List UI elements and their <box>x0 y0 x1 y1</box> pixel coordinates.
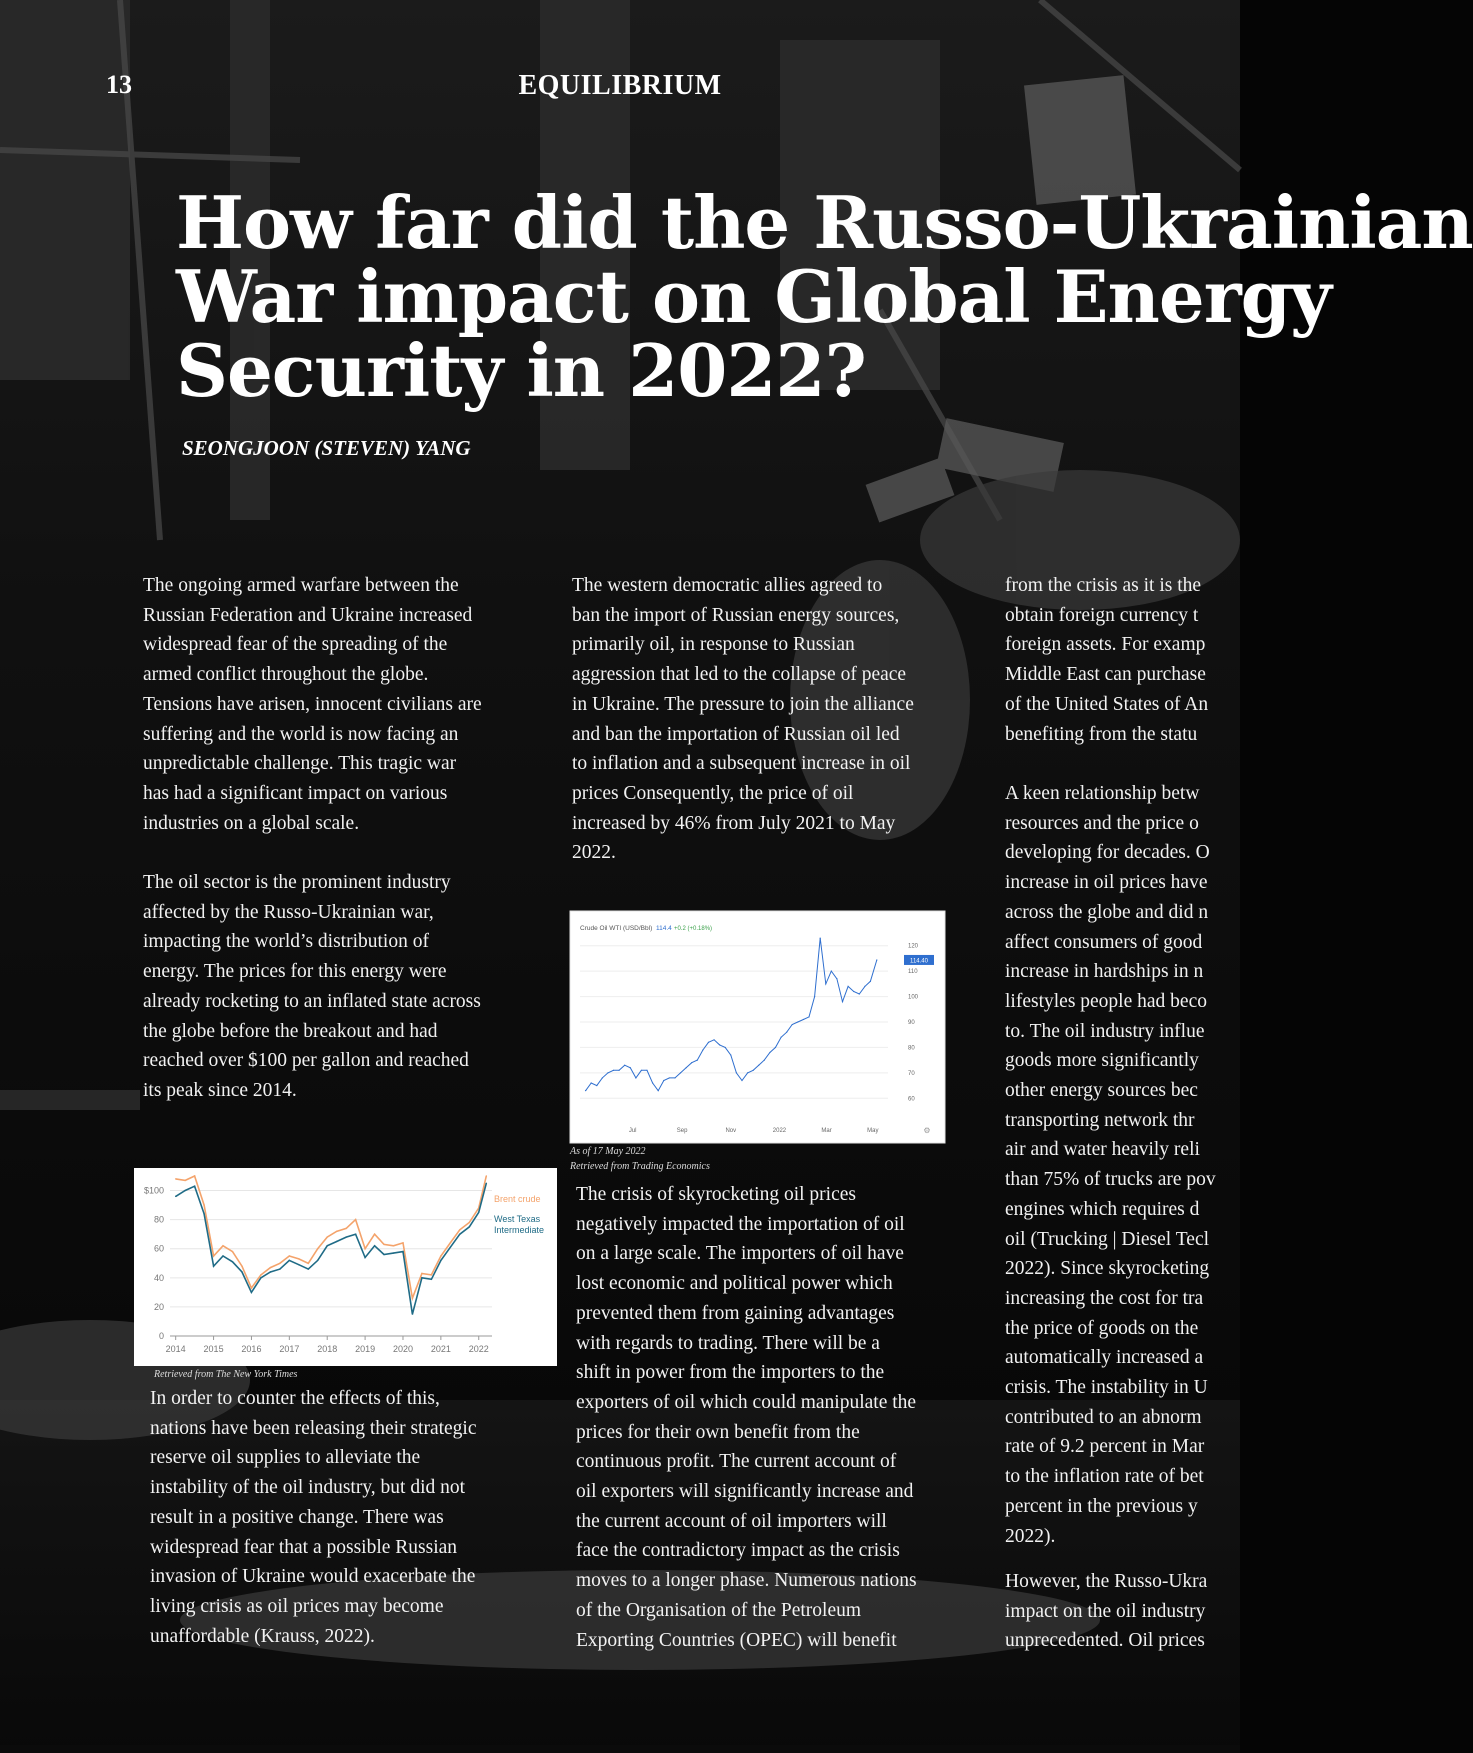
wti-data-point <box>591 1082 592 1083</box>
brent-data-point <box>421 1273 422 1274</box>
text-line: Tensions have arisen, innocent civilians are <box>143 693 482 715</box>
brent-data-point <box>383 1244 384 1245</box>
text-line: exporters of oil which could manipulate the <box>576 1391 917 1413</box>
x-tick-label: 2015 <box>203 1344 224 1354</box>
wti-data-point <box>769 1052 770 1053</box>
chart-header-change: +0.2 (+0.18%) <box>674 926 713 932</box>
x-tick-label: 2014 <box>165 1344 186 1354</box>
wti-data-point <box>646 1070 647 1071</box>
brent-data-point <box>213 1255 214 1256</box>
y-tick-label: 40 <box>153 1272 164 1283</box>
wti-data-point <box>383 1254 384 1255</box>
column-1-paragraph-1 <box>143 571 482 838</box>
text-line: lost economic and political power which <box>576 1273 893 1295</box>
text-line: foreign assets. For examp <box>1005 634 1206 656</box>
text-line: other energy sources bec <box>1005 1080 1198 1102</box>
chart-header-value: 114.4 <box>656 925 672 932</box>
wti-data-point <box>764 1060 765 1061</box>
text-line: increase in oil prices have <box>1005 872 1208 894</box>
wti-data-point <box>792 1024 793 1025</box>
text-line: its peak since 2014. <box>143 1079 297 1101</box>
wti-data-point <box>232 1261 233 1262</box>
text-line: widespread fear of the spreading of the <box>143 634 448 656</box>
brent-data-point <box>345 1228 346 1229</box>
legend-brent: Brent crude <box>494 1194 541 1204</box>
wti-data-point <box>876 959 877 960</box>
brent-data-point <box>402 1242 403 1243</box>
text-line: The ongoing armed warfare between the <box>143 575 459 596</box>
wti-data-point <box>786 1032 787 1033</box>
wti-data-point <box>317 1260 318 1261</box>
text-line: to. The oil industry influe <box>1005 1020 1205 1042</box>
text-line: shift in power from the importers to the <box>576 1362 885 1384</box>
text-line: moves to a longer phase. Numerous nations <box>576 1570 917 1592</box>
text-line: impact on the oil industry <box>1005 1600 1206 1622</box>
brent-data-point <box>251 1287 252 1288</box>
wti-data-point <box>630 1067 631 1068</box>
text-line: than 75% of trucks are pov <box>1005 1169 1216 1191</box>
y-tick-label: 60 <box>908 1096 915 1103</box>
brent-data-point <box>450 1242 451 1243</box>
wti-data-point <box>836 978 837 979</box>
x-tick-label: May <box>867 1128 879 1134</box>
wti-data-point <box>596 1085 597 1086</box>
author-byline: SEONGJOON (STEVEN) YANG <box>182 436 471 460</box>
wti-data-point <box>808 1016 809 1017</box>
wti-data-point <box>713 1039 714 1040</box>
wti-data-point <box>260 1277 261 1278</box>
text-line: Middle East can purchase <box>1005 664 1206 686</box>
text-line: Russian Federation and Ukraine increased <box>143 604 473 626</box>
text-line: affect consumers of good <box>1005 931 1203 953</box>
text-line: of the Organisation of the Petroleum <box>576 1599 862 1621</box>
text-line: suffering and the world is now facing an <box>143 723 459 745</box>
wti-data-point <box>440 1260 441 1261</box>
wti-data-point <box>753 1070 754 1071</box>
text-line: unprecedented. Oil prices <box>1005 1630 1205 1652</box>
brent-data-point <box>469 1222 470 1223</box>
text-line: the current account of oil importers will <box>576 1510 887 1532</box>
text-line: The oil sector is the prominent industry <box>143 872 451 893</box>
y-tick-label: 80 <box>908 1045 915 1052</box>
wti-data-point <box>842 1001 843 1002</box>
title-line: How far did the Russo-Ukrainian <box>176 180 1473 265</box>
page-number: 13 <box>106 70 132 99</box>
brent-data-point <box>364 1248 365 1249</box>
wti-data-point <box>736 1072 737 1073</box>
text-line: reserve oil supplies to alleviate the <box>150 1447 421 1469</box>
text-line: increased by 46% from July 2021 to May <box>572 812 896 834</box>
text-line: the globe before the breakout and had <box>143 1020 438 1042</box>
text-line: increasing the cost for tra <box>1005 1287 1204 1309</box>
text-line: However, the Russo-Ukra <box>1005 1571 1208 1592</box>
x-tick-label: 2018 <box>317 1344 338 1354</box>
text-line: instability of the oil industry, but did not <box>150 1477 466 1499</box>
text-line: aggression that led to the collapse of peace <box>572 664 907 686</box>
text-line: result in a positive change. There was <box>150 1506 444 1528</box>
text-line: 2022. <box>572 842 616 864</box>
text-line: impacting the world’s distribution of <box>143 931 429 953</box>
wti-data-point <box>864 986 865 987</box>
x-tick-label: 2021 <box>430 1344 451 1354</box>
brent-data-point <box>336 1231 337 1232</box>
wti-data-point <box>641 1070 642 1071</box>
text-line: 2022). <box>1005 1525 1056 1547</box>
legend-wti-line-1: West Texas <box>494 1214 541 1224</box>
wti-data-point <box>602 1077 603 1078</box>
text-line: from the crisis as it is the <box>1005 575 1202 596</box>
text-line: unpredictable challenge. This tragic war <box>143 753 457 775</box>
text-line: transporting network thr <box>1005 1109 1195 1131</box>
text-line: negatively impacted the importation of oil <box>576 1213 905 1235</box>
brent-data-point <box>355 1219 356 1220</box>
column-2-paragraph-1 <box>572 571 914 868</box>
wti-data-point <box>747 1072 748 1073</box>
chart-header-label: Crude Oil WTI (USD/Bbl) <box>580 925 653 932</box>
y-tick-label: 60 <box>153 1243 164 1254</box>
wti-data-point <box>213 1265 214 1266</box>
brent-wti-chart <box>134 1168 557 1366</box>
text-line: prices Consequently, the price of oil <box>572 782 854 804</box>
wti-data-point <box>652 1082 653 1083</box>
wti-data-point <box>663 1080 664 1081</box>
wti-data-point <box>364 1257 365 1258</box>
x-tick-label: 2022 <box>468 1344 489 1354</box>
x-tick-label: Nov <box>725 1128 737 1134</box>
brent-data-point <box>184 1180 185 1181</box>
wti-data-point <box>478 1212 479 1213</box>
text-line: industries on a global scale. <box>143 812 360 834</box>
wti-data-point <box>831 971 832 972</box>
brent-data-point <box>270 1267 271 1268</box>
wti-chart-caption-source: Retrieved from Trading Economics <box>570 1161 710 1172</box>
text-line: ban the import of Russian energy sources, <box>572 604 900 626</box>
text-line: with regards to trading. There will be a <box>576 1332 880 1354</box>
brent-data-point <box>260 1274 261 1275</box>
wti-chart-figure <box>570 911 945 1143</box>
wti-data-point <box>251 1292 252 1293</box>
text-line: 2022). Since skyrocketing <box>1005 1258 1210 1280</box>
text-line: widespread fear that a possible Russian <box>150 1536 458 1558</box>
wti-data-point <box>308 1268 309 1269</box>
brent-data-point <box>374 1233 375 1234</box>
wti-data-point <box>680 1072 681 1073</box>
text-line: and ban the importation of Russian oil led <box>572 723 900 745</box>
brent-data-point <box>289 1255 290 1256</box>
wti-data-point <box>697 1060 698 1061</box>
brent-data-point <box>279 1263 280 1264</box>
settings-gear-icon: ⚙ <box>923 1126 931 1135</box>
wti-data-point <box>702 1049 703 1050</box>
text-line: prices for their own benefit from the <box>576 1421 860 1443</box>
x-tick-label: Sep <box>676 1128 688 1134</box>
text-line: already rocketing to an inflated state across <box>143 990 481 1012</box>
text-line: In order to counter the effects of this, <box>150 1388 440 1409</box>
wti-data-point <box>421 1277 422 1278</box>
column-3-paragraph-2 <box>1005 779 1216 1551</box>
y-tick-label: 80 <box>153 1214 164 1225</box>
text-line: The western democratic allies agreed to <box>572 575 883 596</box>
brent-data-point <box>194 1175 195 1176</box>
text-line: resources and the price o <box>1005 812 1199 834</box>
text-line: of the United States of An <box>1005 693 1209 715</box>
wti-data-point <box>393 1252 394 1253</box>
column-2-paragraph-2 <box>576 1180 917 1655</box>
text-line: armed conflict throughout the globe. <box>143 664 429 686</box>
text-line: benefiting from the statu <box>1005 723 1198 745</box>
text-line: rate of 9.2 percent in Mar <box>1005 1436 1205 1458</box>
y-tick-label: 0 <box>158 1331 164 1341</box>
wti-data-point <box>175 1196 176 1197</box>
wti-data-point <box>336 1241 337 1242</box>
brent-data-point <box>486 1175 487 1176</box>
wti-data-point <box>686 1067 687 1068</box>
text-line: The crisis of skyrocketing oil prices <box>576 1184 856 1205</box>
wti-data-point <box>848 986 849 987</box>
title-line: Security in 2022? <box>176 328 866 413</box>
column-3-paragraph-1 <box>1005 571 1208 749</box>
wti-data-point <box>797 1021 798 1022</box>
brent-data-point <box>327 1236 328 1237</box>
brent-data-point <box>431 1274 432 1275</box>
text-line: nations have been releasing their strategic <box>150 1417 477 1439</box>
text-line: increase in hardships in n <box>1005 961 1204 983</box>
column-1-paragraph-2 <box>143 868 481 1106</box>
x-tick-label: 2022 <box>772 1128 787 1134</box>
wti-data-point <box>374 1245 375 1246</box>
wti-data-point <box>803 1019 804 1020</box>
x-tick-label: 2017 <box>279 1344 300 1354</box>
text-line: air and water heavily reli <box>1005 1139 1200 1161</box>
wti-data-point <box>412 1313 413 1314</box>
article-title <box>176 180 1473 413</box>
text-line: has had a significant impact on various <box>143 782 448 804</box>
x-tick-label: 2016 <box>241 1344 262 1354</box>
y-tick-label: 70 <box>908 1070 915 1077</box>
text-line: developing for decades. O <box>1005 842 1210 864</box>
text-line: unaffordable (Krauss, 2022). <box>150 1625 375 1647</box>
wti-data-point <box>658 1090 659 1091</box>
wti-data-point <box>618 1070 619 1071</box>
wti-data-point <box>741 1080 742 1081</box>
brent-data-point <box>203 1204 204 1205</box>
masthead: EQUILIBRIUM <box>518 70 722 101</box>
text-line: obtain foreign currency t <box>1005 604 1199 626</box>
wti-data-point <box>859 993 860 994</box>
text-line: contributed to an abnorm <box>1005 1406 1202 1428</box>
brent-data-point <box>298 1258 299 1259</box>
wti-data-point <box>355 1233 356 1234</box>
y-tick-label: 20 <box>153 1301 164 1312</box>
wti-data-point <box>775 1047 776 1048</box>
current-value-label: 114.40 <box>910 958 928 965</box>
text-line: to inflation and a subsequent increase in oil <box>572 753 911 775</box>
wti-data-point <box>184 1190 185 1191</box>
y-tick-label: 90 <box>908 1020 915 1026</box>
legend-wti-line-2: Intermediate <box>494 1225 545 1235</box>
wti-chart <box>570 911 945 1143</box>
wti-data-point <box>825 983 826 984</box>
wti-data-point <box>708 1042 709 1043</box>
text-line: engines which requires d <box>1005 1198 1200 1220</box>
brent-data-point <box>412 1297 413 1298</box>
text-line: face the contradictory impact as the crisis <box>576 1540 900 1562</box>
wti-data-point <box>730 1054 731 1055</box>
wti-data-point <box>613 1070 614 1071</box>
y-tick-label: 110 <box>908 969 918 976</box>
brent-data-point <box>232 1251 233 1252</box>
text-line: on a large scale. The importers of oil have <box>576 1243 904 1265</box>
wti-data-point <box>459 1233 460 1234</box>
wti-data-point <box>279 1268 280 1269</box>
wti-data-point <box>725 1047 726 1048</box>
wti-data-point <box>820 937 821 938</box>
wti-data-point <box>289 1260 290 1261</box>
brent-series-line <box>176 1176 487 1298</box>
wti-data-point <box>691 1062 692 1063</box>
text-line: reached over $100 per gallon and reached <box>143 1050 469 1072</box>
text-line: the price of goods on the <box>1005 1317 1199 1339</box>
wti-data-point <box>624 1065 625 1066</box>
text-line: energy. The prices for this energy were <box>143 961 447 983</box>
text-line: prevented them from gaining advantages <box>576 1302 895 1324</box>
y-tick-label: $100 <box>143 1185 164 1196</box>
text-line: primarily oil, in response to Russian <box>572 634 855 656</box>
brent-data-point <box>175 1178 176 1179</box>
wti-data-point <box>194 1185 195 1186</box>
y-tick-label: 120 <box>908 943 919 950</box>
brent-data-point <box>222 1245 223 1246</box>
text-line: goods more significantly <box>1005 1050 1199 1072</box>
text-line: percent in the previous y <box>1005 1495 1198 1517</box>
brent-data-point <box>440 1255 441 1256</box>
wti-data-point <box>345 1236 346 1237</box>
wti-data-point <box>402 1251 403 1252</box>
text-line: A keen relationship betw <box>1005 783 1200 804</box>
y-tick-label: 100 <box>908 994 919 1001</box>
text-line: oil (Trucking | Diesel Tecl <box>1005 1228 1210 1250</box>
wti-data-point <box>469 1226 470 1227</box>
text-line: living crisis as oil prices may become <box>150 1595 444 1617</box>
wti-data-point <box>674 1077 675 1078</box>
wti-data-point <box>669 1077 670 1078</box>
wti-data-point <box>450 1247 451 1248</box>
wti-data-point <box>203 1213 204 1214</box>
wti-data-point <box>222 1255 223 1256</box>
text-line: crisis. The instability in U <box>1005 1377 1208 1399</box>
x-tick-label: 2020 <box>392 1344 413 1354</box>
brent-data-point <box>308 1263 309 1264</box>
text-line: lifestyles people had beco <box>1005 990 1207 1012</box>
brent-data-point <box>459 1229 460 1230</box>
brent-data-point <box>393 1245 394 1246</box>
wti-data-point <box>585 1090 586 1091</box>
column-1-paragraph-3 <box>150 1384 477 1651</box>
wti-chart-caption-date: As of 17 May 2022 <box>570 1146 646 1157</box>
column-3 <box>1005 571 1240 1671</box>
wti-data-point <box>870 981 871 982</box>
wti-data-point <box>431 1279 432 1280</box>
x-tick-label: Jul <box>628 1128 637 1134</box>
title-line: War impact on Global Energy <box>176 254 1331 339</box>
wti-data-point <box>270 1271 271 1272</box>
text-line: automatically increased a <box>1005 1347 1204 1369</box>
brent-data-point <box>317 1248 318 1249</box>
brent-chart-caption-source: Retrieved from The New York Times <box>154 1369 298 1380</box>
x-tick-label: 2019 <box>355 1344 376 1354</box>
wti-data-point <box>853 991 854 992</box>
x-tick-label: Mar <box>821 1128 832 1134</box>
wti-data-point <box>298 1264 299 1265</box>
text-line: across the globe and did n <box>1005 901 1209 923</box>
text-line: affected by the Russo-Ukrainian war, <box>143 901 434 923</box>
column-3-paragraph-3 <box>1005 1567 1207 1656</box>
text-line: continuous profit. The current account of <box>576 1451 897 1473</box>
wti-data-point <box>719 1044 720 1045</box>
wti-data-point <box>241 1271 242 1272</box>
text-line: Exporting Countries (OPEC) will benefit <box>576 1629 897 1651</box>
brent-wti-chart-figure <box>134 1168 557 1366</box>
wti-data-point <box>607 1072 608 1073</box>
brent-data-point <box>241 1265 242 1266</box>
wti-data-point <box>486 1183 487 1184</box>
wti-data-point <box>758 1065 759 1066</box>
wti-data-point <box>814 996 815 997</box>
text-line: to the inflation rate of bet <box>1005 1466 1204 1488</box>
text-line: invasion of Ukraine would exacerbate the <box>150 1566 476 1588</box>
wti-data-point <box>635 1077 636 1078</box>
wti-data-point <box>780 1037 781 1038</box>
text-line: oil exporters will significantly increase and <box>576 1481 914 1503</box>
text-line: in Ukraine. The pressure to join the alliance <box>572 693 914 715</box>
wti-data-point <box>327 1245 328 1246</box>
